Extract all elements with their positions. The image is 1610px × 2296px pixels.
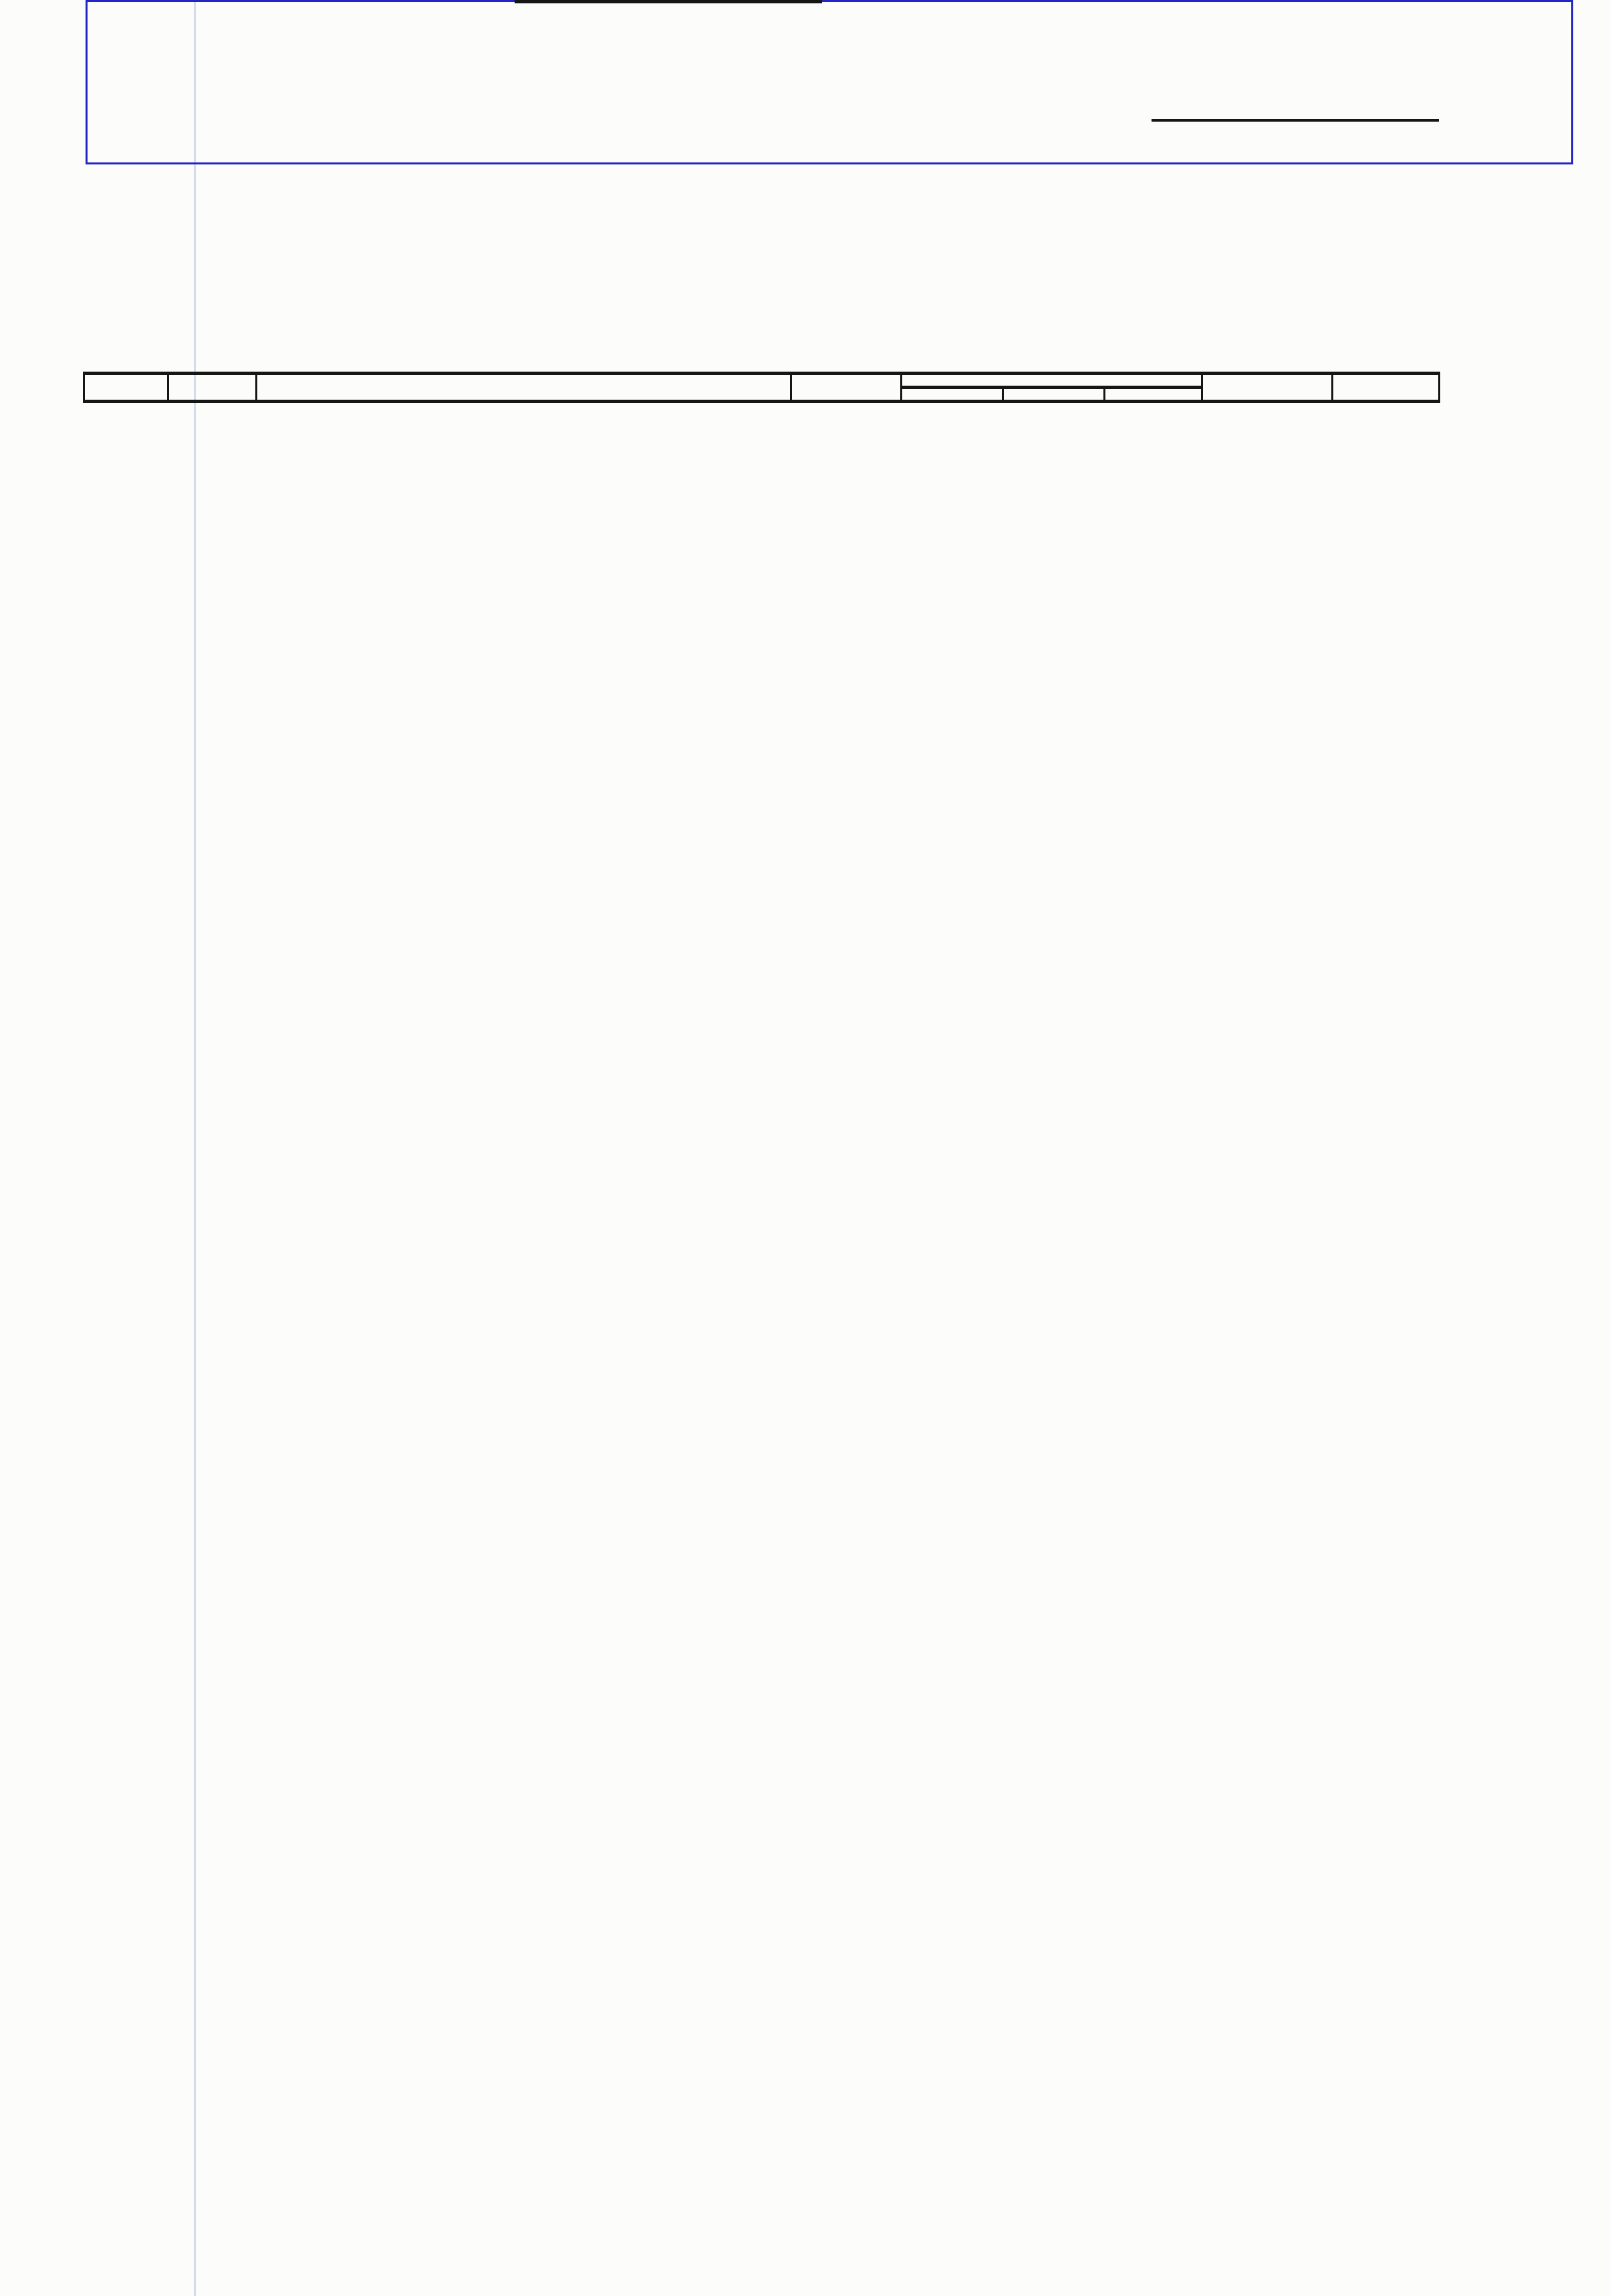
col-header-recipe-book <box>84 374 168 402</box>
col-header-dish <box>257 374 791 402</box>
underline-artifact <box>515 0 822 3</box>
col-header-chemical-group <box>902 374 1202 388</box>
col-header-output <box>791 374 902 402</box>
col-header-protein <box>902 388 1003 402</box>
nutrition-table <box>83 372 1440 403</box>
col-header-tech-card <box>168 374 257 402</box>
col-header-energy <box>1202 374 1333 402</box>
esign-stamp-box <box>86 0 1573 164</box>
col-header-fat <box>1003 388 1105 402</box>
title-block <box>0 195 1461 229</box>
scanner-artifact-line <box>194 0 196 2296</box>
col-header-vitamin-c <box>1333 374 1440 402</box>
table-header-row <box>84 374 1440 388</box>
col-header-carbs <box>1105 388 1202 402</box>
